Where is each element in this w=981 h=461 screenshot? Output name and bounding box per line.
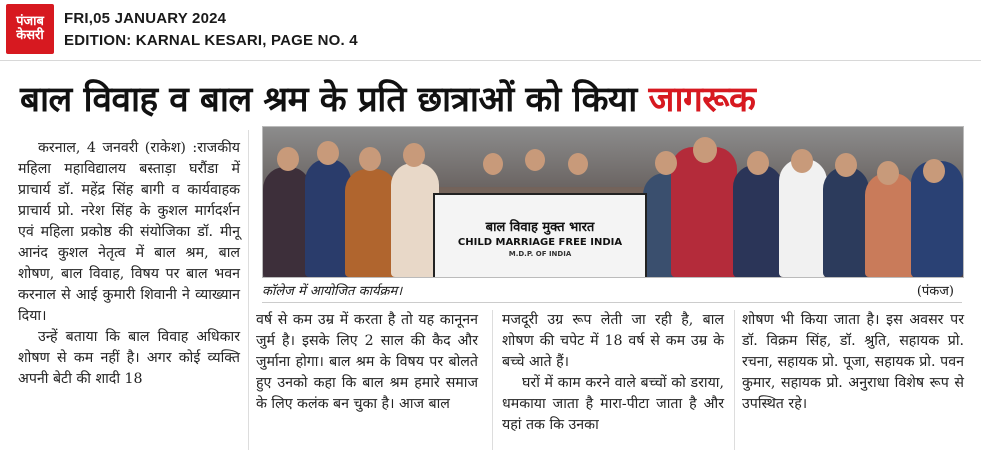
photo-person	[671, 147, 737, 277]
article-paragraph: वर्ष से कम उम्र में करता है तो यह कानूनन जुर्म है। इसके लिए 2 साल की कैद और जुर्माना होगा। बाल श्रम के विषय पर बोलते हुए उनको कहा कि बाल श्रम हमारे समाज के लिए कलंक बन चुका है। आज बाल	[256, 312, 478, 412]
logo-line-2: केसरी	[16, 28, 44, 43]
photo-person	[823, 167, 869, 277]
photo-person	[733, 165, 783, 277]
headline-main: बाल विवाह व बाल श्रम के प्रति छात्राओं को किया	[20, 80, 649, 120]
article-column-2	[256, 310, 478, 415]
photo-head	[403, 143, 425, 167]
logo-line-1: पंजाब	[16, 14, 44, 30]
photo-head	[525, 149, 545, 171]
photo-caption	[262, 283, 962, 301]
photo-head	[359, 147, 381, 171]
photo-head	[923, 159, 945, 183]
article-headline	[20, 78, 965, 122]
column-rule	[734, 310, 735, 450]
photo-head	[791, 149, 813, 173]
photo-head	[568, 153, 588, 175]
photo-head	[655, 151, 677, 175]
article-paragraph: शोषण भी किया जाता है। इस अवसर पर डॉ. विक्रम सिंह, डॉ. श्रुति, सहायक प्रो. रचना, सहायक प्रो. पूजा, सहायक प्रो. पवन कुमार, सहायक प्रो. अनुराधा विशेष रूप से उपस्थित रहे।	[742, 312, 964, 412]
photo-head	[317, 141, 339, 165]
photo-head	[693, 137, 717, 163]
photo-head	[483, 153, 503, 175]
banner-org-text: M.D.P. OF INDIA	[508, 249, 572, 258]
photo-credit: (पंकज)	[916, 284, 954, 299]
event-photo	[262, 126, 964, 278]
banner-english-text: CHILD MARRIAGE FREE INDIA	[457, 236, 623, 248]
photo-person	[345, 169, 397, 277]
photo-head	[877, 161, 899, 185]
article-paragraph: घरों में काम करने वाले बच्चों को डराया, धमकाया जाता है मारा-पीटा जाता है और यहां तक कि उनका	[502, 375, 724, 433]
article-paragraph: उन्हें बताया कि बाल विवाह अधिकार शोषण से कम नहीं है। अगर कोई व्यक्ति अपनी बेटी की शादी 18	[18, 329, 240, 387]
campaign-banner	[433, 193, 647, 278]
caption-divider	[262, 302, 962, 303]
publication-date: FRI,05 JANUARY 2024	[64, 10, 227, 27]
article-column-3	[502, 310, 724, 436]
photo-head	[835, 153, 857, 177]
caption-text: कॉलेज में आयोजित कार्यक्रम।	[262, 284, 403, 299]
page-header	[0, 0, 981, 60]
photo-person	[865, 173, 915, 277]
photo-person	[263, 167, 311, 277]
edition-info: EDITION: KARNAL KESARI, PAGE NO. 4	[64, 32, 358, 49]
headline-accent: जागरूक	[648, 80, 756, 120]
punjab-kesari-logo	[6, 4, 54, 54]
column-rule	[492, 310, 493, 450]
photo-head	[747, 151, 769, 175]
edition-meta	[64, 8, 358, 52]
article-column-1	[18, 138, 240, 390]
photo-person	[779, 159, 827, 277]
column-rule	[248, 130, 249, 450]
photo-person	[391, 163, 439, 277]
article-paragraph: मजदूरी उग्र रूप लेती जा रही है, बाल शोषण की चपेट में 18 वर्ष से कम उम्र के बच्चे आते हैं।	[502, 312, 724, 370]
banner-hindi-text: बाल विवाह मुक्त भारत	[485, 219, 595, 235]
article-column-4	[742, 310, 964, 415]
header-divider	[0, 60, 981, 61]
photo-head	[277, 147, 299, 171]
article-paragraph: करनाल, 4 जनवरी (राकेश) :राजकीय महिला महाविद्यालय बस्ताड़ा घरौंडा में प्राचार्य डॉ. महेंद्र सिंह बागी व कार्यवाहक प्राचार्य प्रो. नरेश सिंह के कुशल मार्गदर्शन एवं महिला प्रकोष्ठ की संयोजिका डॉ. मीनू आनंद कुशल नेतृत्व में बाल श्रम, बाल शोषण, बाल विवाह, विषय पर बाल भवन करनाल से आई कुमारी शिवानी ने व्याख्यान दिया।	[18, 140, 240, 324]
